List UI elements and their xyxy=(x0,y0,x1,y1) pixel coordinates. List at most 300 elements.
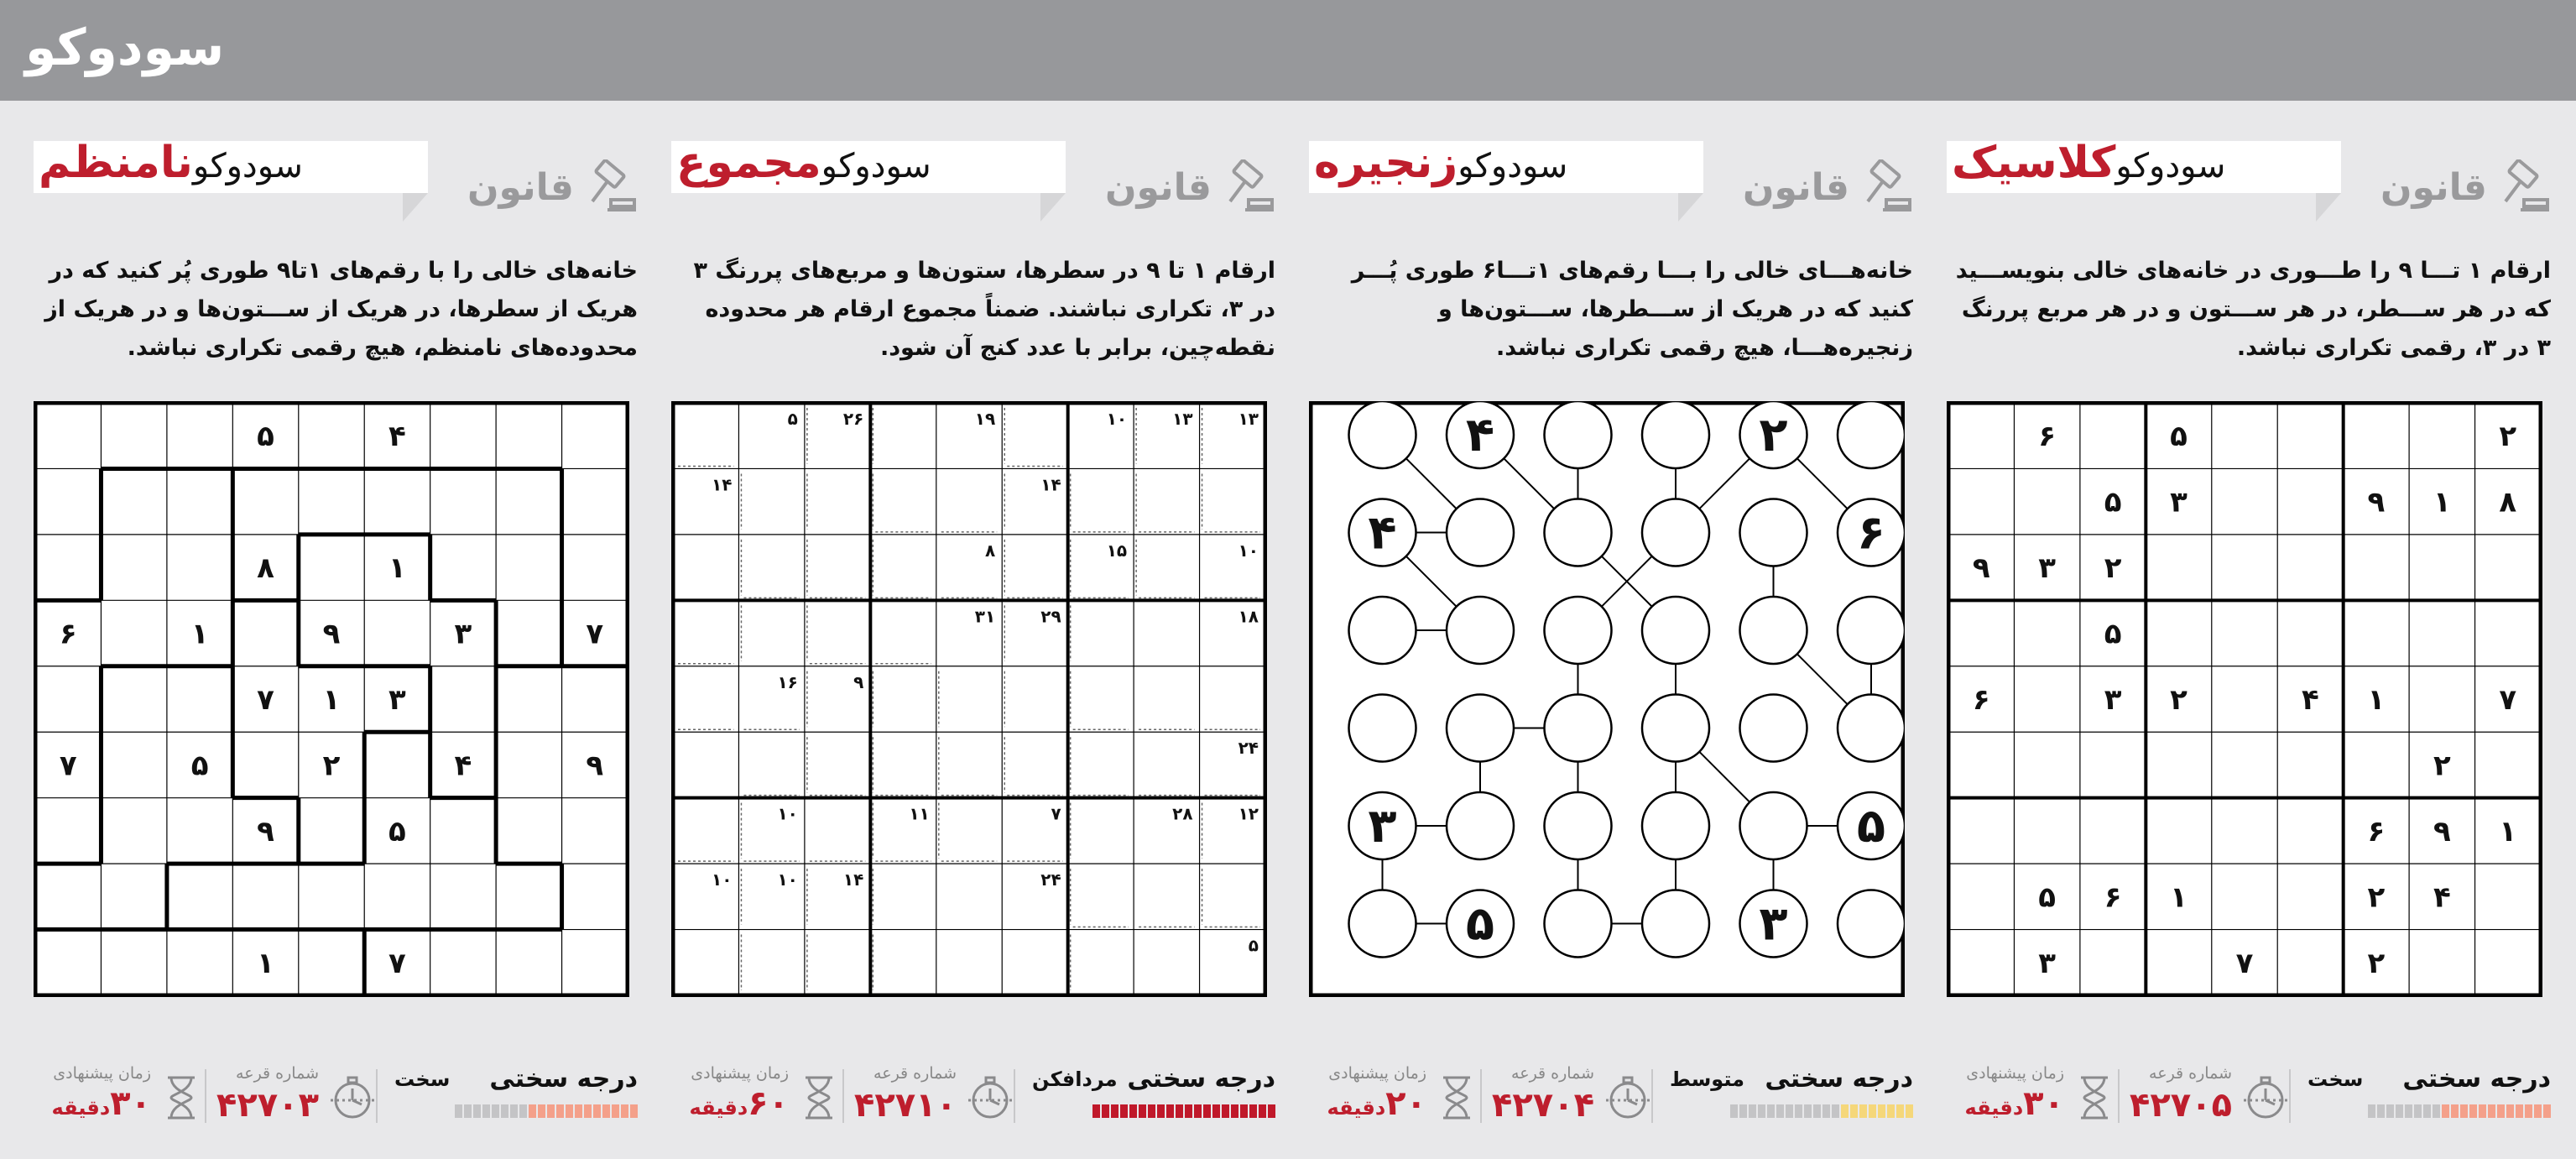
cage-sum: ۱۴ xyxy=(712,474,733,495)
difficulty-bar-segment xyxy=(2433,1104,2440,1118)
time-value xyxy=(671,1084,789,1123)
difficulty-bar-segment xyxy=(1804,1104,1812,1118)
chain-cell[interactable] xyxy=(1349,597,1416,664)
difficulty-info xyxy=(386,1064,638,1131)
difficulty-bar-segment xyxy=(1869,1104,1876,1118)
difficulty-bar-segment xyxy=(2414,1104,2422,1118)
difficulty-bar-segment xyxy=(492,1104,499,1118)
given-digit: ۴ xyxy=(1368,505,1397,561)
chain-cell[interactable] xyxy=(1642,401,1709,468)
given-digit: ۷ xyxy=(388,946,406,980)
title-banner-fold xyxy=(403,193,428,222)
issue-label: شماره قرعه xyxy=(873,1064,957,1083)
given-digit: ۳ xyxy=(2038,946,2057,980)
difficulty-bar-segment xyxy=(1120,1104,1128,1118)
given-digit: ۷ xyxy=(257,683,274,717)
rule-label xyxy=(1743,159,1913,215)
cage-sum: ۱۳ xyxy=(1172,409,1193,429)
difficulty-bar-segment xyxy=(455,1104,462,1118)
difficulty-label: درجه سختی xyxy=(489,1064,638,1094)
top-header-bar xyxy=(0,0,2576,101)
chain-cell[interactable] xyxy=(1447,597,1514,664)
given-digit: ۷ xyxy=(586,617,604,651)
panel-chain xyxy=(1309,134,1913,1141)
issue-label: شماره قرعه xyxy=(236,1064,319,1083)
puzzle-footer xyxy=(1309,1064,1913,1131)
given-digit: ۲ xyxy=(1759,408,1788,462)
cage-sum: ۲۴ xyxy=(1238,738,1259,759)
puzzle-footer xyxy=(1947,1064,2551,1131)
difficulty-bar-segment xyxy=(1092,1104,1100,1118)
cage-sum: ۲۹ xyxy=(1040,606,1061,627)
difficulty-bar-segment xyxy=(1157,1104,1165,1118)
given-digit: ۱ xyxy=(2367,683,2386,717)
issue-number: ۴۲۷۱۰ xyxy=(853,1086,957,1125)
difficulty-bar-segment xyxy=(602,1104,610,1118)
difficulty-bar-segment xyxy=(1222,1104,1229,1118)
title-banner-fold xyxy=(1040,193,1066,222)
hourglass-icon xyxy=(794,1073,844,1123)
difficulty-bar-segment xyxy=(2423,1104,2431,1118)
cage-sum: ۱۴ xyxy=(842,869,864,890)
given-digit: ۳ xyxy=(2170,485,2188,519)
given-digit: ۳ xyxy=(454,617,472,651)
rule-label xyxy=(1105,159,1275,215)
time-value xyxy=(1309,1084,1426,1123)
difficulty-bar-segment xyxy=(1249,1104,1257,1118)
cage-sum: ۱۰ xyxy=(1238,540,1259,561)
difficulty-bar-segment xyxy=(1786,1104,1793,1118)
cage-sum: ۱۰ xyxy=(1106,409,1128,429)
issue-number: ۴۲۷۰۵ xyxy=(2129,1086,2232,1125)
given-digit: ۲ xyxy=(2367,946,2386,980)
difficulty-bar-segment xyxy=(1841,1104,1849,1118)
difficulty-bar-segment xyxy=(1129,1104,1137,1118)
difficulty-bar-segment xyxy=(1795,1104,1802,1118)
time-info xyxy=(671,1064,839,1131)
difficulty-bar-segment xyxy=(1887,1104,1895,1118)
time-unit: دقیقه xyxy=(1327,1096,1386,1120)
difficulty-bar-segment xyxy=(519,1104,527,1118)
chain-cell[interactable] xyxy=(1838,890,1905,958)
time-info xyxy=(1309,1064,1477,1131)
difficulty-bar-segment xyxy=(575,1104,582,1118)
title-accent: کلاسیک xyxy=(1952,138,2116,188)
chain-cell[interactable] xyxy=(1740,792,1807,859)
panel-classic xyxy=(1947,134,2551,1141)
cage-sum: ۸ xyxy=(985,540,996,561)
cage-sum: ۱۶ xyxy=(777,671,798,692)
difficulty-bar-segment xyxy=(566,1104,573,1118)
difficulty-meter xyxy=(1730,1104,1913,1118)
time-minutes: ۳۰ xyxy=(2023,1084,2064,1123)
difficulty-meter xyxy=(1092,1104,1275,1118)
cage-sum: ۱۸ xyxy=(1238,606,1259,627)
difficulty-bar-segment xyxy=(2368,1104,2375,1118)
given-digit: ۷ xyxy=(2235,946,2254,980)
difficulty-bar-segment xyxy=(464,1104,472,1118)
given-digit: ۵ xyxy=(2104,485,2122,519)
chain-cell[interactable] xyxy=(1545,597,1612,664)
grid-background xyxy=(1948,403,2541,995)
title-prefix: سودوکو xyxy=(1457,147,1568,185)
chain-cell[interactable] xyxy=(1349,695,1416,762)
issue-number: ۴۲۷۰۳ xyxy=(216,1086,319,1125)
given-digit: ۲ xyxy=(2104,551,2122,586)
cage-sum: ۱۲ xyxy=(1238,803,1259,824)
difficulty-bar-segment xyxy=(1148,1104,1155,1118)
gavel-icon xyxy=(2495,159,2551,215)
difficulty-bar-segment xyxy=(2405,1104,2412,1118)
difficulty-bar-segment xyxy=(1102,1104,1109,1118)
cage-sum: ۹ xyxy=(853,671,864,692)
gavel-icon xyxy=(582,159,638,215)
chain-cell[interactable] xyxy=(1642,792,1709,859)
given-digit: ۸ xyxy=(2499,485,2517,519)
chain-cell[interactable] xyxy=(1740,597,1807,664)
puzzle-footer xyxy=(34,1064,638,1131)
given-digit: ۷ xyxy=(2499,683,2517,717)
given-digit: ۱ xyxy=(322,683,341,717)
difficulty-bar-segment xyxy=(2377,1104,2385,1118)
cage-sum: ۲۶ xyxy=(842,409,864,429)
title-prefix: سودوکو xyxy=(821,147,931,185)
given-digit: ۵ xyxy=(1465,896,1495,952)
rule-description: خانه‌هـــای خالی را بـــا رقم‌های ۱تـــا۶ طوری پُـــر کنید که در هریک از ســـطرها، ســـتون‌ها و زنجیره‌هـــا، هیچ رقمی تکراری نباشد. xyxy=(1351,258,1913,361)
chain-cell[interactable] xyxy=(1545,499,1612,566)
given-digit: ۶ xyxy=(2038,420,2057,454)
cage-sum: ۳۱ xyxy=(974,606,996,627)
difficulty-bar-segment xyxy=(1166,1104,1174,1118)
given-digit: ۲ xyxy=(2367,880,2386,915)
difficulty-info xyxy=(1661,1064,1913,1131)
rule-description: ارقام ۱ تا ۹ در سطرها، ستون‌ها و مربع‌های پررنگ ۳ در ۳، تکراری نباشند. ضمناً مجموع ارقام هر محدوده نقطه‌چین، برابر با عدد کنج آن شود. xyxy=(693,258,1275,361)
difficulty-bar-segment xyxy=(1739,1104,1747,1118)
page-title: سودوکو xyxy=(25,18,225,77)
chain-cell[interactable] xyxy=(1642,499,1709,566)
title-banner-fold xyxy=(2316,193,2341,222)
difficulty-label: درجه سختی xyxy=(1127,1064,1275,1094)
given-digit: ۹ xyxy=(586,749,604,783)
time-minutes: ۲۰ xyxy=(1385,1084,1426,1123)
difficulty-bar-segment xyxy=(473,1104,481,1118)
difficulty-bar-segment xyxy=(2534,1104,2542,1118)
difficulty-bar-segment xyxy=(1850,1104,1858,1118)
given-digit: ۶ xyxy=(2367,814,2386,848)
difficulty-bar-segment xyxy=(2543,1104,2551,1118)
cage-sum: ۱۱ xyxy=(909,803,930,824)
difficulty-bar-segment xyxy=(2479,1104,2486,1118)
given-digit: ۹ xyxy=(322,617,341,651)
difficulty-bar-segment xyxy=(1203,1104,1211,1118)
given-digit: ۹ xyxy=(257,814,274,848)
rule-text: قانون xyxy=(2380,165,2487,209)
chain-cell[interactable] xyxy=(1447,792,1514,859)
difficulty-bar-segment xyxy=(2386,1104,2394,1118)
given-digit: ۶ xyxy=(1856,505,1886,561)
puzzle-title xyxy=(39,138,425,188)
gavel-icon xyxy=(1858,159,1913,215)
chain-cell[interactable] xyxy=(1838,401,1905,468)
difficulty-bar-segment xyxy=(2442,1104,2449,1118)
difficulty-bar-segment xyxy=(538,1104,545,1118)
time-label: زمان پیشنهادی xyxy=(1966,1064,2064,1083)
issue-info xyxy=(216,1064,378,1131)
difficulty-bar-segment xyxy=(1896,1104,1904,1118)
difficulty-bar-segment xyxy=(1185,1104,1192,1118)
difficulty-bar-segment xyxy=(1730,1104,1738,1118)
given-digit: ۲ xyxy=(2170,683,2188,717)
given-digit: ۹ xyxy=(2367,485,2386,519)
rule-description: ارقام ۱ تـــا ۹ را طـــوری در خانه‌های خالی بنویســـید که در هر ســـطر، در هر ســـتون و در هر مربع پررنگ ۳ در ۳، رقمی تکراری نباشد. xyxy=(1955,258,2551,361)
given-digit: ۴ xyxy=(454,749,472,783)
difficulty-bar-segment xyxy=(1758,1104,1765,1118)
difficulty-bar-segment xyxy=(2460,1104,2468,1118)
given-digit: ۹ xyxy=(1972,551,1990,586)
difficulty-bar-segment xyxy=(529,1104,536,1118)
issue-label: شماره قرعه xyxy=(2149,1064,2232,1083)
difficulty-bar-segment xyxy=(1240,1104,1248,1118)
difficulty-bar-segment xyxy=(547,1104,555,1118)
given-digit: ۹ xyxy=(2433,814,2451,848)
hourglass-icon xyxy=(156,1073,206,1123)
title-accent: نامنظم xyxy=(39,138,193,188)
difficulty-bar-segment xyxy=(621,1104,628,1118)
difficulty-bar-segment xyxy=(2488,1104,2495,1118)
difficulty-bar-segment xyxy=(1906,1104,1913,1118)
difficulty-bar-segment xyxy=(2396,1104,2403,1118)
stopwatch-icon xyxy=(1603,1073,1653,1123)
time-label: زمان پیشنهادی xyxy=(1328,1064,1426,1083)
cage-sum: ۲۴ xyxy=(1040,869,1061,890)
given-digit: ۶ xyxy=(2104,880,2122,915)
puzzle-grid[interactable] xyxy=(1309,401,1905,997)
difficulty-bar-segment xyxy=(1767,1104,1775,1118)
rule-description: خانه‌های خالی را با رقم‌های ۱تا۹ طوری پُر کنید که در هریک از سطرها، در هریک از ســـتون‌ها و در هریک از محدوده‌های نامنظم، هیچ رقمی تکراری نباشد. xyxy=(44,258,638,361)
chain-cell[interactable] xyxy=(1447,499,1514,566)
given-digit: ۱ xyxy=(2170,880,2188,915)
time-info xyxy=(1947,1064,2115,1131)
puzzle-grid[interactable] xyxy=(34,401,629,997)
difficulty-bar-segment xyxy=(2497,1104,2505,1118)
difficulty-bar-segment xyxy=(1749,1104,1756,1118)
difficulty-bar-segment xyxy=(2506,1104,2514,1118)
time-label: زمان پیشنهادی xyxy=(691,1064,789,1083)
given-digit: ۶ xyxy=(59,617,77,651)
chain-cell[interactable] xyxy=(1447,695,1514,762)
given-digit: ۵ xyxy=(2170,420,2188,454)
puzzle-title xyxy=(676,138,1062,188)
chain-cell[interactable] xyxy=(1740,499,1807,566)
time-unit: دقیقه xyxy=(51,1096,111,1120)
difficulty-bar-segment xyxy=(1176,1104,1183,1118)
given-digit: ۵ xyxy=(2104,617,2122,651)
cage-sum: ۱۰ xyxy=(777,869,798,890)
difficulty-bar-segment xyxy=(593,1104,601,1118)
title-accent: زنجیره xyxy=(1314,138,1458,188)
difficulty-bar-segment xyxy=(482,1104,490,1118)
puzzle-footer xyxy=(671,1064,1275,1131)
cage-sum: ۵ xyxy=(787,409,798,429)
difficulty-bar-segment xyxy=(1832,1104,1839,1118)
chain-cell[interactable] xyxy=(1642,597,1709,664)
hourglass-icon xyxy=(1431,1073,1482,1123)
grid-background xyxy=(673,403,1265,995)
difficulty-bar-segment xyxy=(1111,1104,1119,1118)
panel-irregular xyxy=(34,134,638,1141)
given-digit: ۱ xyxy=(190,617,209,651)
cage-sum: ۱۰ xyxy=(712,869,733,890)
given-digit: ۳ xyxy=(2104,683,2122,717)
given-digit: ۳ xyxy=(1759,896,1788,952)
time-unit: دقیقه xyxy=(1964,1096,2024,1120)
chain-cell[interactable] xyxy=(1349,890,1416,958)
difficulty-bar-segment xyxy=(584,1104,592,1118)
given-digit: ۵ xyxy=(2038,880,2057,915)
given-digit: ۳ xyxy=(388,683,406,717)
given-digit: ۴ xyxy=(2302,683,2319,717)
given-digit: ۴ xyxy=(388,420,406,454)
issue-number: ۴۲۷۰۴ xyxy=(1491,1086,1594,1125)
given-digit: ۱ xyxy=(257,946,274,980)
difficulty-meter xyxy=(455,1104,638,1118)
cage-sum: ۵ xyxy=(1248,935,1259,956)
rule-text: قانون xyxy=(1743,165,1849,209)
rule-text: قانون xyxy=(1105,165,1212,209)
difficulty-bar-segment xyxy=(1268,1104,1275,1118)
chain-cell[interactable] xyxy=(1838,597,1905,664)
stopwatch-icon xyxy=(2240,1073,2291,1123)
panel-header xyxy=(34,134,638,220)
time-unit: دقیقه xyxy=(689,1096,748,1120)
panel-header xyxy=(1947,134,2551,220)
time-value xyxy=(34,1084,151,1123)
difficulty-bar-segment xyxy=(1139,1104,1146,1118)
cage-sum: ۱۰ xyxy=(777,803,798,824)
title-banner-fold xyxy=(1678,193,1703,222)
given-digit: ۴ xyxy=(1465,408,1495,462)
given-digit: ۵ xyxy=(190,749,209,783)
given-digit: ۱ xyxy=(2499,814,2517,848)
difficulty-bar-segment xyxy=(2525,1104,2532,1118)
rule-text: قانون xyxy=(467,165,574,209)
panel-killer xyxy=(671,134,1275,1141)
chain-cell[interactable] xyxy=(1545,695,1612,762)
title-accent: مجموع xyxy=(676,138,821,188)
puzzle-title xyxy=(1314,138,1700,188)
given-digit: ۶ xyxy=(1972,683,1990,717)
puzzle-grid[interactable] xyxy=(1947,401,2542,997)
given-digit: ۲ xyxy=(2499,420,2517,454)
time-minutes: ۶۰ xyxy=(748,1084,789,1123)
given-digit: ۱ xyxy=(2433,485,2451,519)
given-digit: ۳ xyxy=(2038,551,2057,586)
difficulty-value: سخت xyxy=(2307,1068,2364,1091)
difficulty-bar-segment xyxy=(1259,1104,1266,1118)
title-prefix: سودوکو xyxy=(2115,147,2226,185)
cage-sum: ۷ xyxy=(1051,803,1061,824)
difficulty-bar-segment xyxy=(1813,1104,1821,1118)
puzzle-title xyxy=(1952,138,2338,188)
difficulty-bar-segment xyxy=(501,1104,508,1118)
given-digit: ۲ xyxy=(322,749,341,783)
issue-label: شماره قرعه xyxy=(1511,1064,1594,1083)
hourglass-icon xyxy=(2069,1073,2120,1123)
chain-cell[interactable] xyxy=(1642,890,1709,958)
difficulty-bar-segment xyxy=(612,1104,619,1118)
difficulty-bar-segment xyxy=(2469,1104,2477,1118)
difficulty-bar-segment xyxy=(1212,1104,1220,1118)
cage-sum: ۱۴ xyxy=(1040,474,1061,495)
time-minutes: ۳۰ xyxy=(110,1084,151,1123)
difficulty-bar-segment xyxy=(1194,1104,1202,1118)
difficulty-value: متوسط xyxy=(1670,1068,1745,1091)
difficulty-value: سخت xyxy=(394,1068,451,1091)
given-digit: ۵ xyxy=(388,814,406,848)
chain-cell[interactable] xyxy=(1349,401,1416,468)
difficulty-meter xyxy=(2368,1104,2551,1118)
difficulty-bar-segment xyxy=(1231,1104,1238,1118)
difficulty-value: مردافکن xyxy=(1032,1068,1118,1091)
cage-sum: ۲۸ xyxy=(1172,803,1193,824)
title-prefix: سودوکو xyxy=(192,147,303,185)
difficulty-bar-segment xyxy=(556,1104,564,1118)
chain-cell[interactable] xyxy=(1545,792,1612,859)
panel-header xyxy=(1309,134,1913,220)
given-digit: ۳ xyxy=(1368,799,1397,854)
puzzle-grid[interactable] xyxy=(671,401,1267,997)
difficulty-bar-segment xyxy=(1776,1104,1784,1118)
time-value xyxy=(1947,1084,2064,1123)
rule-label xyxy=(2380,159,2551,215)
stopwatch-icon xyxy=(965,1073,1015,1123)
time-label: زمان پیشنهادی xyxy=(53,1064,151,1083)
given-digit: ۵ xyxy=(257,420,274,454)
chain-cell[interactable] xyxy=(1642,695,1709,762)
difficulty-bar-segment xyxy=(1822,1104,1830,1118)
difficulty-bar-segment xyxy=(630,1104,638,1118)
difficulty-info xyxy=(2299,1064,2551,1131)
given-digit: ۱ xyxy=(388,551,406,586)
given-digit: ۵ xyxy=(1856,799,1886,854)
difficulty-info xyxy=(1024,1064,1275,1131)
given-digit: ۷ xyxy=(59,749,77,783)
difficulty-bar-segment xyxy=(510,1104,518,1118)
difficulty-bar-segment xyxy=(1859,1104,1867,1118)
time-info xyxy=(34,1064,201,1131)
chain-cell[interactable] xyxy=(1545,401,1612,468)
difficulty-label: درجه سختی xyxy=(1765,1064,1913,1094)
chain-cell[interactable] xyxy=(1838,695,1905,762)
issue-info xyxy=(853,1064,1015,1131)
chain-cell[interactable] xyxy=(1740,695,1807,762)
panel-header xyxy=(671,134,1275,220)
given-digit: ۲ xyxy=(2433,749,2451,783)
chain-cell[interactable] xyxy=(1545,890,1612,958)
difficulty-label: درجه سختی xyxy=(2402,1064,2551,1094)
difficulty-bar-segment xyxy=(2451,1104,2459,1118)
difficulty-bar-segment xyxy=(1878,1104,1885,1118)
cage-sum: ۱۳ xyxy=(1238,409,1259,429)
rule-label xyxy=(467,159,638,215)
gavel-icon xyxy=(1220,159,1275,215)
cage-sum: ۱۵ xyxy=(1106,540,1128,561)
issue-info xyxy=(1491,1064,1653,1131)
stopwatch-icon xyxy=(327,1073,378,1123)
given-digit: ۸ xyxy=(257,551,274,586)
given-digit: ۴ xyxy=(2433,880,2451,915)
issue-info xyxy=(2129,1064,2291,1131)
